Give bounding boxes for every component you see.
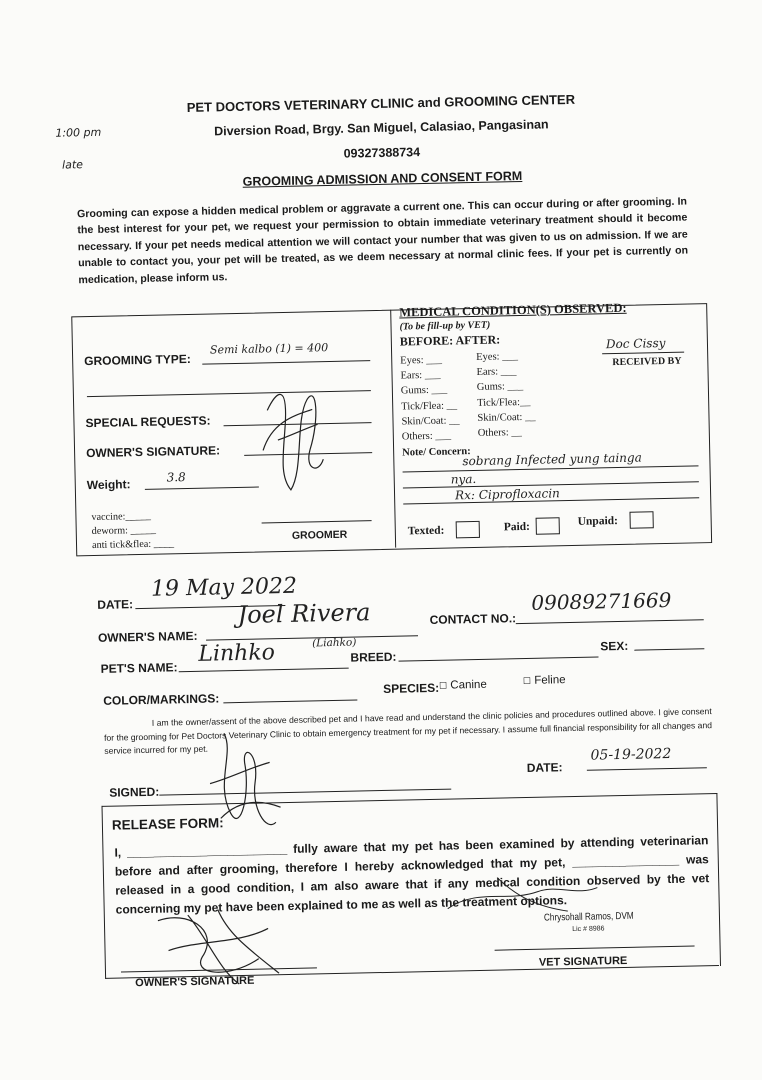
after-eyes[interactable]: Eyes: ___ [476,351,519,363]
paid-checkbox[interactable] [536,517,560,534]
received-by-value[interactable]: Doc Cissy [605,335,666,352]
release-owner-scribble [148,898,290,991]
medical-condition-title: MEDICAL CONDITION(S) OBSERVED: [399,300,627,320]
signed-date-line [587,767,707,771]
clinic-name: PET DOCTORS VETERINARY CLINIC and GROOMING CENTER [186,91,576,115]
pets-name-value[interactable]: Linhko [198,640,276,667]
breed-label: BREED: [350,649,397,665]
note-value-3[interactable]: Rx: Ciprofloxacin [454,486,560,503]
contact-no-value[interactable]: 09089271669 [531,587,672,615]
vet-signature-label: VET SIGNATURE [538,954,628,969]
contact-no-line [516,619,704,624]
weight-value[interactable]: 3.8 [166,470,186,485]
note-value-2[interactable]: nya. [450,471,477,487]
owner-signature-release-label: OWNER'S SIGNATURE [135,974,255,990]
after-skin-coat[interactable]: Skin/Coat: __ [477,411,536,424]
clinic-phone: 09327388734 [343,145,421,161]
owner-signature-label: OWNER'S SIGNATURE: [85,443,221,461]
consent-paragraph: I am the owner/assent of the above described pet and I have read and understand the clinic policies and procedures outlined above. I give consent for the grooming for Pet Doctors Veterinary Clinic to obtain emergency treatment for my pet if necessary. I assume full financial responsibility for all changes and service incurred for my pet. [103,706,713,756]
anti-tick-flea-label: anti tick&flea: ____ [91,538,175,552]
form-title: GROOMING ADMISSION AND CONSENT FORM [242,168,523,189]
sex-line[interactable] [634,648,704,650]
color-markings-line[interactable] [223,700,357,704]
breed-line[interactable] [399,656,599,661]
vet-signature-scribble [437,865,608,929]
before-tick-flea[interactable]: Tick/Flea: __ [401,399,458,413]
before-gums[interactable]: Gums: ___ [400,384,448,397]
after-gums[interactable]: Gums: ___ [476,381,524,394]
pets-name-line [179,668,349,673]
after-tick-flea[interactable]: Tick/Flea:__ [477,396,531,409]
species-feline-option[interactable] [523,674,566,687]
date-label: DATE: [97,597,134,612]
canine-label: Canine [450,678,487,692]
note-value-1[interactable]: sobrang Infected yung tainga [462,450,642,469]
after-ears[interactable]: Ears: ___ [476,366,517,379]
time-note: 1:00 pm [55,125,102,140]
contact-no-label: CONTACT NO.: [429,611,517,627]
vaccine-label: vaccine:_____ [91,510,151,524]
before-ears[interactable]: Ears: ___ [400,369,441,382]
paid-label: Paid: [503,520,531,534]
before-eyes[interactable]: Eyes: ___ [400,354,443,367]
signed-date-label: DATE: [526,760,563,775]
pets-name-label: PET'S NAME: [100,660,178,676]
owners-name-label: OWNER'S NAME: [97,628,198,645]
sex-label: SEX: [600,638,629,654]
release-form-title: RELEASE FORM: [111,815,224,833]
before-others[interactable]: Others: ___ [401,430,452,443]
color-markings-label: COLOR/MARKINGS: [103,691,220,708]
before-after-header: BEFORE: AFTER: [399,332,501,349]
date-value[interactable]: 19 May 2022 [150,573,298,602]
clinic-address: Diversion Road, Brgy. San Miguel, Calasiao, Pangasinan [213,117,549,139]
after-others[interactable]: Others: __ [477,427,522,439]
owners-name-value[interactable]: Joel Rivera [237,598,371,629]
signed-scribble [194,722,297,854]
owner-signature-scribble [247,379,339,501]
vet-stamp-name: Chrysohall Ramos, DVM [543,910,634,924]
before-skin-coat[interactable]: Skin/Coat: __ [401,415,460,428]
late-note: late [61,158,84,172]
texted-label: Texted: [407,524,445,538]
signed-label: SIGNED: [109,784,160,800]
species-canine-option[interactable] [439,679,487,692]
vet-fill-note: (To be fill-up by VET) [399,319,491,333]
groomer-label: GROOMER [291,528,348,542]
signed-date-value[interactable]: 05-19-2022 [590,745,672,764]
grooming-type-label: GROOMING TYPE: [84,351,191,369]
deworm-label: deworm: _____ [91,524,157,538]
unpaid-checkbox[interactable] [629,511,653,528]
feline-checkbox-icon: ☐ [522,675,532,687]
unpaid-label: Unpaid: [577,515,619,528]
release-paragraph: I, ________________________ fully aware that my pet has been examined by attending veterinarian before and after grooming, therefore I hereby acknowledged that my pet, ________________ was released in a good condition, I am also aware that if any medical condition observed by the vet concerning my pet have been explained to me as well as the treatment options. [114,833,710,917]
note-concern-label: Note/ Concern: [402,446,471,459]
feline-label: Feline [534,674,566,687]
pets-name-alt[interactable]: (Liahko) [312,636,357,650]
after-list [476,347,628,441]
canine-checkbox-icon: ☐ [438,680,448,691]
texted-checkbox[interactable] [456,521,480,538]
vet-stamp-license: Lic # 8986 [572,925,605,934]
species-label: SPECIES: [382,680,440,696]
grooming-type-value[interactable]: Semi kalbo (1) = 400 [209,341,329,357]
special-requests-label: SPECIAL REQUESTS: [85,413,211,431]
received-by-label: RECEIVED BY [612,355,682,369]
weight-label: Weight: [86,477,131,493]
intro-paragraph: Grooming can expose a hidden medical problem or aggravate a current one. This can occur during or after grooming. In the best interest for your pet, we request your permission to obtain immediate veterinary treatment should it become necessary. If your pet needs medical attention we will contact your number that was given to us on admission. If we are unable to contact you, your pet will be treated, as we deem necessary at normal clinic fees. If your pet is currently on medication, please inform us. [76,195,689,286]
